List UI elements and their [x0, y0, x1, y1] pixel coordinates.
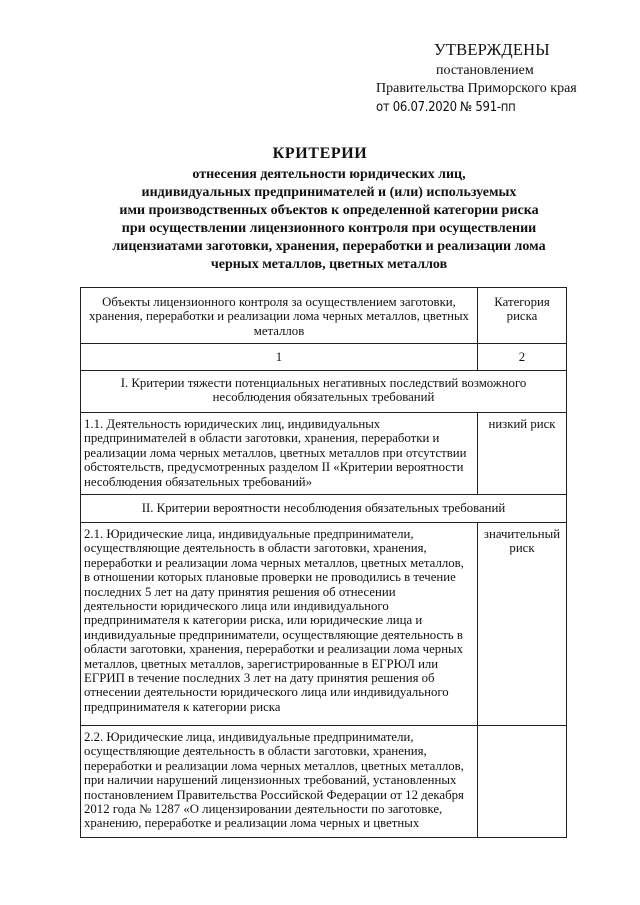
criterion-line: индивидуальные предприниматели, осуществляющие деятельность в [84, 627, 463, 642]
header-line: металлов [253, 323, 305, 338]
risk-category-label: значительный [483, 527, 561, 541]
header-line: риска [506, 309, 538, 324]
header-objects-cell [81, 288, 478, 344]
header-line: Категория [494, 295, 550, 309]
criterion-line: реализации лома черных металлов, цветных металлов при отсутствии [84, 445, 467, 460]
subtitle-line: отнесения деятельности юридических лиц, [192, 167, 466, 182]
header-risk-category-cell [478, 288, 567, 344]
subtitle-line: индивидуальных предпринимателей и (или) используемых [141, 185, 517, 200]
table-header-row [81, 288, 567, 344]
approval-resolution-label: постановлением [436, 63, 534, 78]
criterion-line: постановлением Правительства Российской Федерации от 12 декабря [84, 787, 464, 802]
table-numbering-row [81, 344, 567, 371]
criterion-line: ЕГРИП в течение последних 3 лет на дату принятия решения об [84, 671, 435, 686]
header-line: хранения, переработки и реализации лома черных металлов, цветных [89, 309, 469, 324]
criterion-1-1-cell [81, 413, 478, 495]
criterion-line: осуществляющие деятельность в области заготовки, хранения, [84, 541, 427, 556]
column-number-2: 2 [478, 344, 567, 371]
risk-category-label: низкий риск [488, 417, 556, 431]
criterion-line: последних 5 лет на дату принятия решения об отнесении [84, 584, 396, 599]
criterion-2-2-cell [81, 726, 478, 838]
column-number-1: 1 [81, 344, 478, 371]
criterion-line: 2.1. Юридические лица, индивидуальные предприниматели, [84, 527, 414, 541]
criterion-line: переработки и реализации лома черных металлов, цветных металлов, [84, 555, 464, 570]
criterion-2-1-cell [81, 523, 478, 726]
table-row [81, 726, 567, 838]
section-line: несоблюдения обязательных требований [212, 390, 435, 405]
criterion-line: в отношении которых плановые проверки не проводились в течение [84, 570, 456, 585]
document-subtitle [92, 166, 566, 274]
approval-date-number: от 06.07.2020 № 591-пп [376, 100, 516, 115]
criterion-line: области заготовки, хранения, переработки и реализации лома черных [84, 642, 464, 657]
table-row [81, 413, 567, 495]
criterion-line: 2012 года № 1287 «О лицензировании деятельности по заготовке, [84, 802, 443, 817]
section-row-2 [81, 495, 567, 523]
criterion-line: предпринимателя к категории риска [84, 699, 281, 714]
section-row-1 [81, 371, 567, 413]
criterion-line: 2.2. Юридические лица, индивидуальные предприниматели, [84, 730, 414, 744]
risk-empty-cell [478, 726, 567, 838]
criterion-line: отнесении деятельности юридического лица или индивидуального [84, 685, 449, 700]
criterion-line: обстоятельств, предусмотренных разделом II «Критерии вероятности [84, 460, 464, 475]
criterion-line: предпринимателей в области заготовки, хранения, переработки и [84, 431, 440, 446]
criterion-line: деятельности юридического лица или индивидуального [84, 599, 389, 614]
subtitle-line: при осуществлении лицензионного контроля при осуществлении [121, 221, 537, 236]
criterion-line: предпринимателя к категории риска, или юридические лица и [84, 613, 423, 628]
criterion-line: несоблюдения обязательных требований» [84, 474, 313, 489]
criterion-line: металлов, цветных металлов, зарегистрированные в ЕГРЮЛ или [84, 656, 439, 671]
criteria-table [80, 287, 567, 838]
risk-significant-cell [478, 523, 567, 726]
document-title: КРИТЕРИИ [272, 145, 368, 162]
subtitle-line: ими производственных объектов к определенной категории риска [119, 203, 539, 218]
criterion-line: хранению, переработке и реализации лома черных и цветных [84, 816, 420, 831]
section-line: I. Критерии тяжести потенциальных негативных последствий возможного [120, 376, 527, 390]
approval-government: Правительства Приморского края [376, 81, 577, 96]
risk-category-label: риск [509, 541, 535, 556]
criterion-line: 1.1. Деятельность юридических лиц, индивидуальных [84, 417, 381, 431]
criterion-line: при наличии нарушений лицензионных требований, установленных [84, 773, 457, 788]
table-row [81, 523, 567, 726]
subtitle-line: черных металлов, цветных металлов [210, 257, 448, 272]
subtitle-line: лицензиатами заготовки, хранения, переработки и реализации лома [112, 239, 546, 254]
risk-low-cell [478, 413, 567, 495]
approval-heading: УТВЕРЖДЕНЫ [434, 40, 550, 59]
criterion-line: осуществляющие деятельность в области заготовки, хранения, [84, 744, 427, 759]
section-2-heading: II. Критерии вероятности несоблюдения обязательных требований [81, 495, 567, 523]
criterion-line: переработки и реализации лома черных металлов, цветных металлов, [84, 758, 464, 773]
section-1-heading [81, 371, 567, 413]
header-line: Объекты лицензионного контроля за осуществлением заготовки, [102, 295, 456, 309]
